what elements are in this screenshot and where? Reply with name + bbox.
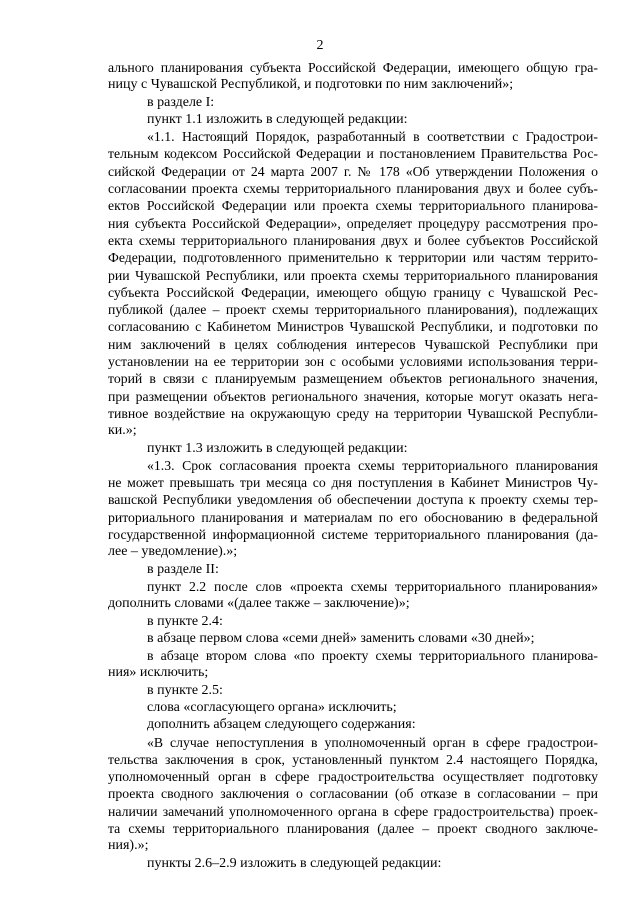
text-line: слова «согласующего органа» исключить; xyxy=(147,699,397,715)
text-line: тивное воздействие на окружающую среду на территории Чувашской Республи- xyxy=(108,405,598,421)
text-line: субъекта Российской Федерации, имеющего общую границу с Чувашской Рес- xyxy=(108,284,598,300)
text-line: в пункте 2.4: xyxy=(147,613,223,629)
text-line: проекта сводного заключения о согласовании (об отказе в согласовании – при xyxy=(108,786,598,802)
text-line: сийской Федерации от 24 марта 2007 г. № 178 «Об утверждении Положения о xyxy=(108,163,598,179)
text-line: «1.1. Настоящий Порядок, разработанный в соответствии с Градострои- xyxy=(147,129,598,145)
text-line: дополнить словами «(далее также – заключение)»; xyxy=(108,596,410,612)
page-number: 2 xyxy=(316,38,324,53)
text-line: екта схемы территориального планирования двух и более субъектов Российской xyxy=(108,232,598,248)
text-line: ницу с Чувашской Республикой, и подготовки по ним заключений»; xyxy=(108,77,514,93)
text-line: та схемы территориального планирования (далее – проект сводного заключе- xyxy=(108,821,598,837)
text-line: «1.3. Срок согласования проекта схемы территориального планирования xyxy=(147,457,598,473)
text-line: ним заключений в целях соблюдения интересов Чувашской Республики при xyxy=(108,336,598,352)
text-line: в пункте 2.5: xyxy=(147,682,223,698)
text-line: «В случае непоступления в уполномоченный орган в сфере градострои- xyxy=(147,734,598,750)
text-line: в абзаце первом слова «семи дней» заменить словами «30 дней»; xyxy=(147,630,535,646)
text-line: тельным кодексом Российской Федерации и постановлением Правительства Рос- xyxy=(108,146,598,162)
text-line: пункт 2.2 после слов «проекта схемы территориального планирования» xyxy=(147,578,598,594)
text-line: согласованию с Кабинетом Министров Чувашской Республики, и подготовки по xyxy=(108,319,598,335)
text-line: согласовании проекта схемы территориального планирования двух и более субъ- xyxy=(108,181,598,197)
text-line: ния» исключить; xyxy=(108,665,209,681)
text-line: дополнить абзацем следующего содержания: xyxy=(147,717,416,733)
text-line: ектов Российской Федерации или проекта схемы территориального планирова- xyxy=(108,198,598,214)
text-line: ки.»; xyxy=(108,423,137,439)
text-line: в разделе II: xyxy=(147,561,219,577)
text-line: государственной информационной системе территориального планирования (да- xyxy=(108,527,598,543)
text-line: установлении на ее территории зон с особыми условиями использования терри- xyxy=(108,354,598,370)
text-line: не может превышать три месяца со дня поступления в Кабинет Министров Чу- xyxy=(108,475,598,491)
text-line: при размещении объектов регионального значения, которые могут оказать нега- xyxy=(108,388,598,404)
text-line: ния субъекта Российской Федерации», определяет процедуру рассмотрения про- xyxy=(108,215,598,231)
text-line: тельства заключения в срок, установленный пунктом 2.4 настоящего Порядка, xyxy=(108,751,598,767)
document-text xyxy=(108,59,598,872)
text-line: торий в связи с планируемым размещением объектов регионального значения, xyxy=(108,371,598,387)
text-line: рии Чувашской Республики, или проекта схемы территориального планирования xyxy=(108,267,598,283)
text-line: наличии замечаний уполномоченного органа в сфере градостроительства) проек- xyxy=(108,803,598,819)
text-line: пункт 1.1 изложить в следующей редакции: xyxy=(147,111,408,127)
text-line: лее – уведомление).»; xyxy=(108,544,238,560)
text-line: пункты 2.6–2.9 изложить в следующей редакции: xyxy=(147,855,442,871)
text-line: в разделе I: xyxy=(147,94,215,110)
text-line: вашской Республики уведомления об обеспечении доступа к проекту схемы тер- xyxy=(108,492,598,508)
text-line: пункт 1.3 изложить в следующей редакции: xyxy=(147,440,408,456)
text-line: в абзаце втором слова «по проекту схемы территориального планирова- xyxy=(147,648,598,664)
text-line: Федерации, подготовленного применительно к территории или частям террито- xyxy=(108,250,598,266)
text-line: уполномоченный орган в сфере градостроительства осуществляет подготовку xyxy=(108,769,598,785)
text-line: ния).»; xyxy=(108,838,149,854)
text-line: публикой (далее – проект схемы территориального планирования), подлежащих xyxy=(108,302,598,318)
text-line: ального планирования субъекта Российской Федерации, имеющего общую гра- xyxy=(108,60,598,75)
text-line: риториального планирования и материалам по его обоснованию в федеральной xyxy=(108,509,598,525)
